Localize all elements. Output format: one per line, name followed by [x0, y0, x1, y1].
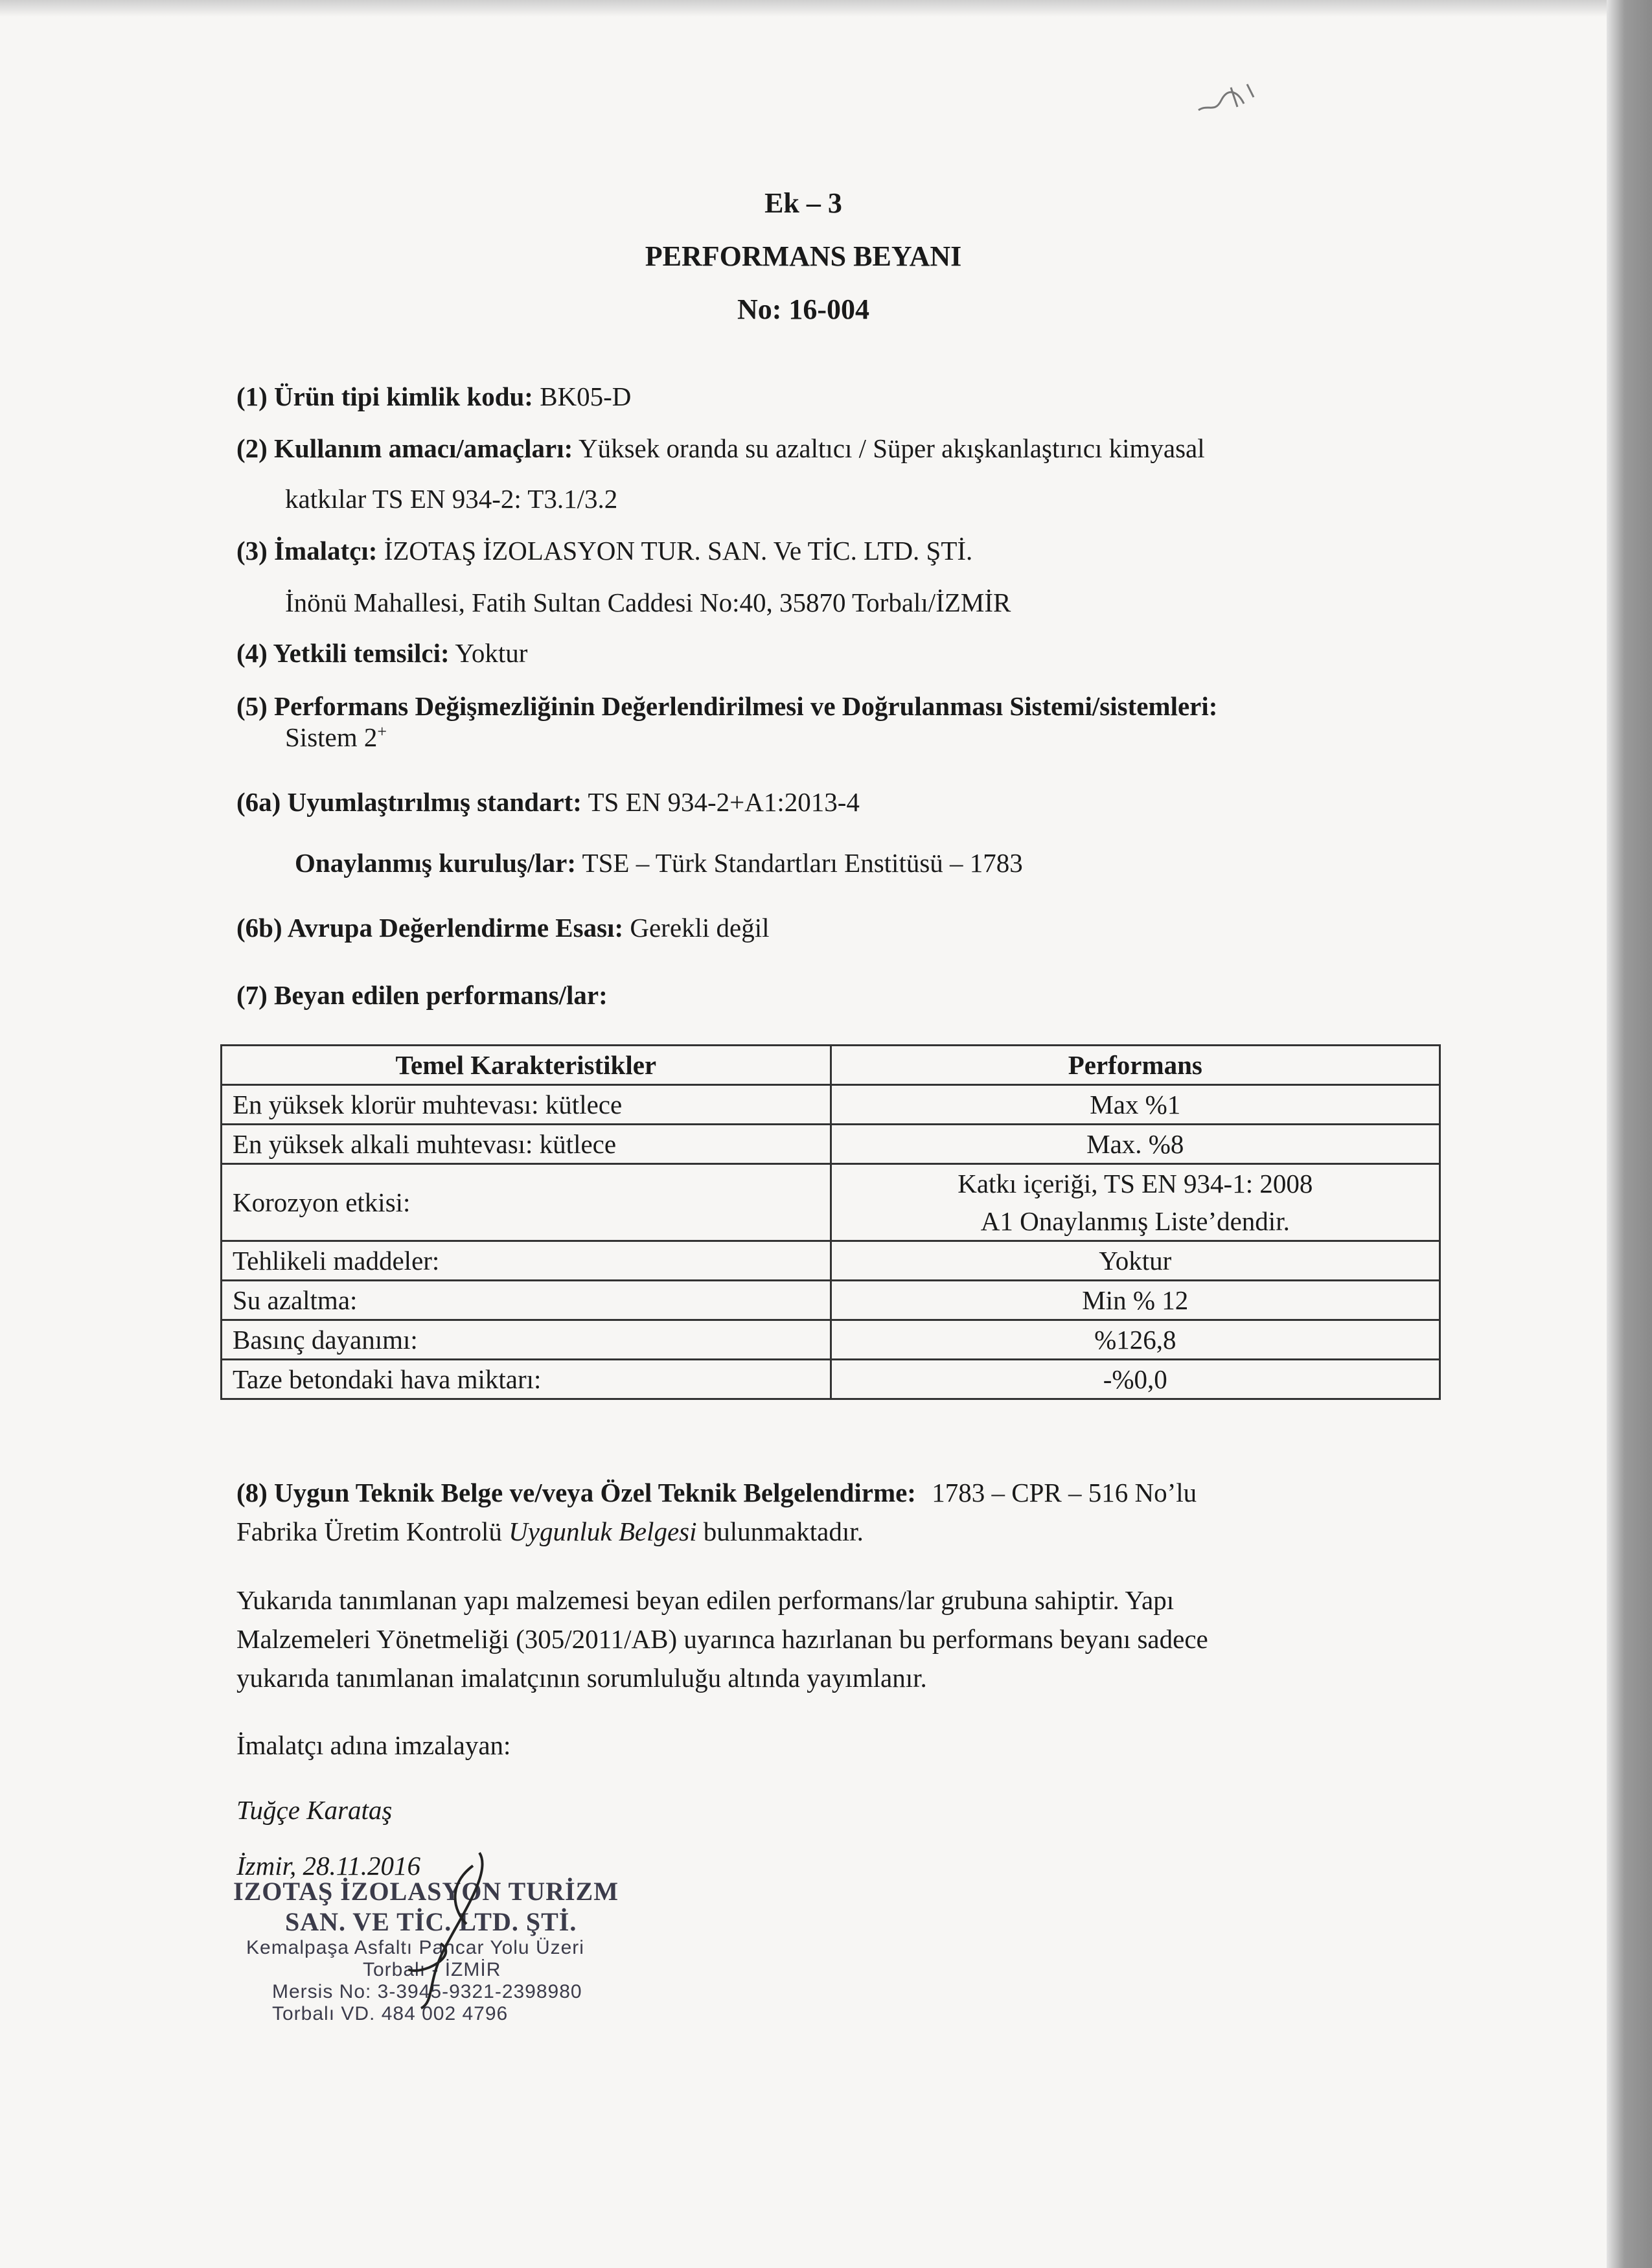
scan-right-edge [1607, 0, 1652, 2268]
stamp-line-2: SAN. VE TİC. LTD. ŞTİ. [285, 1907, 577, 1936]
row-characteristic: En yüksek alkali muhtevası: kütlece [222, 1125, 831, 1164]
item-6a-value: TS EN 934-2+A1:2013-4 [588, 787, 860, 817]
stamp-line-6: Torbalı VD. 484 002 4796 [272, 2003, 509, 2024]
item-8-line2 [236, 1516, 864, 1547]
stamp-line-3: Kemalpaşa Asfaltı Pancar Yolu Üzeri [246, 1937, 584, 1958]
item-1-label: (1) Ürün tipi kimlik kodu: [236, 382, 533, 411]
signatory-name [236, 1794, 392, 1826]
row-performance [831, 1164, 1440, 1241]
pen-mark [1192, 78, 1270, 123]
table-header-row [222, 1046, 1440, 1085]
item-8-value: 1783 – CPR – 516 No’lu [932, 1478, 1197, 1507]
item-4-value: Yoktur [455, 638, 528, 668]
item-5 [236, 691, 1217, 722]
item-3-address: İnönü Mahallesi, Fatih Sultan Caddesi No:40, 35870 Torbalı/İZMİR [285, 588, 1011, 617]
table-row [222, 1320, 1440, 1360]
item-6a-label: (6a) Uyumlaştırılmış standart: [236, 787, 582, 817]
row-performance: Max %1 [831, 1085, 1440, 1125]
item-7-label: (7) Beyan edilen performans/lar: [236, 980, 608, 1010]
row-characteristic: Basınç dayanımı: [222, 1320, 831, 1360]
item-3-label: (3) İmalatçı: [236, 536, 378, 566]
row-characteristic: Tehlikeli maddeler: [222, 1241, 831, 1281]
item-6a-body-value: TSE – Türk Standartları Enstitüsü – 1783 [582, 848, 1023, 878]
row-characteristic: En yüksek klorür muhtevası: kütlece [222, 1085, 831, 1125]
item-5-system: Sistem 2 [285, 722, 378, 752]
item-4 [236, 637, 527, 669]
signed-by-label: İmalatçı adına imzalayan: [236, 1730, 511, 1760]
signatory-name-text: Tuğçe Karataş [236, 1795, 393, 1825]
item-6b-value: Gerekli değil [630, 913, 770, 943]
item-2-value-cont: katkılar TS EN 934-2: T3.1/3.2 [285, 484, 618, 514]
item-5-value [285, 722, 387, 753]
table-row [222, 1241, 1440, 1281]
item-5-label: (5) Performans Değişmezliğinin Değerlendirilmesi ve Doğrulanması Sistemi/sistemleri: [236, 691, 1218, 721]
column-header-performance: Performans [831, 1046, 1440, 1085]
table-row [222, 1164, 1440, 1241]
table-row [222, 1085, 1440, 1125]
item-2-value: Yüksek oranda su azaltıcı / Süper akışkanlaştırıcı kimyasal [578, 433, 1205, 463]
item-4-label: (4) Yetkili temsilci: [236, 638, 450, 668]
item-8-italic: Uygunluk Belgesi [509, 1517, 697, 1546]
annex-number: Ek – 3 [764, 187, 842, 219]
item-6a-body-label: Onaylanmış kuruluş/lar: [295, 848, 577, 878]
item-8-pre: Fabrika Üretim Kontrolü [236, 1517, 502, 1546]
row-performance: %126,8 [831, 1320, 1440, 1360]
stamp-line-5: Mersis No: 3-3945-9321-2398980 [272, 1981, 582, 2002]
row-performance: Max. %8 [831, 1125, 1440, 1164]
place-date-text: İzmir, 28.11.2016 [236, 1851, 420, 1881]
row-characteristic: Korozyon etkisi: [222, 1164, 831, 1241]
item-2 [236, 433, 1205, 464]
item-1 [236, 381, 631, 412]
item-1-value: BK05-D [540, 382, 632, 411]
item-6a-body [295, 847, 1023, 878]
declaration-line-3: yukarıda tanımlanan imalatçının sorumluluğu altında yayımlanır. [236, 1663, 927, 1693]
table-row [222, 1125, 1440, 1164]
item-6b [236, 912, 770, 943]
row-performance-line2: A1 Onaylanmış Liste’dendir. [980, 1206, 1290, 1236]
document-title: PERFORMANS BEYANI [645, 240, 962, 272]
signature-mark [382, 1846, 512, 2015]
declaration-line-2: Malzemeleri Yönetmeliği (305/2011/AB) uyarınca hazırlanan bu performans beyanı sadece [236, 1624, 1208, 1654]
item-2-label: (2) Kullanım amacı/amaçları: [236, 433, 573, 463]
item-7 [236, 979, 608, 1011]
row-performance: -%0,0 [831, 1360, 1440, 1399]
stamp-line-1: IZOTAŞ İZOLASYON TURİZM [233, 1877, 619, 1906]
row-performance: Min % 12 [831, 1281, 1440, 1320]
row-performance: Yoktur [831, 1241, 1440, 1281]
declaration-line-1: Yukarıda tanımlanan yapı malzemesi beyan edilen performans/lar grubuna sahiptir. Yapı [236, 1585, 1175, 1615]
table-row [222, 1281, 1440, 1320]
item-6a [236, 786, 860, 818]
item-3 [236, 535, 972, 566]
item-8-post: bulunmaktadır. [703, 1517, 864, 1546]
row-performance-line1: Katkı içeriği, TS EN 934-1: 2008 [958, 1169, 1313, 1198]
table-row [222, 1360, 1440, 1399]
performance-table [220, 1044, 1441, 1400]
row-characteristic: Su azaltma: [222, 1281, 831, 1320]
column-header-characteristics: Temel Karakteristikler [222, 1046, 831, 1085]
document-number: No: 16-004 [737, 293, 870, 325]
row-characteristic: Taze betondaki hava miktarı: [222, 1360, 831, 1399]
item-3-value: İZOTAŞ İZOLASYON TUR. SAN. Ve TİC. LTD. ŞTİ. [384, 536, 973, 566]
stamp-line-4: Torbalı - İZMİR [363, 1959, 501, 1980]
scan-top-edge [0, 0, 1652, 17]
item-8-label: (8) Uygun Teknik Belge ve/veya Özel Teknik Belgelendirme: [236, 1478, 916, 1507]
item-6b-label: (6b) Avrupa Değerlendirme Esası: [236, 913, 624, 943]
item-5-plus: + [377, 722, 387, 741]
item-8 [236, 1477, 1197, 1508]
